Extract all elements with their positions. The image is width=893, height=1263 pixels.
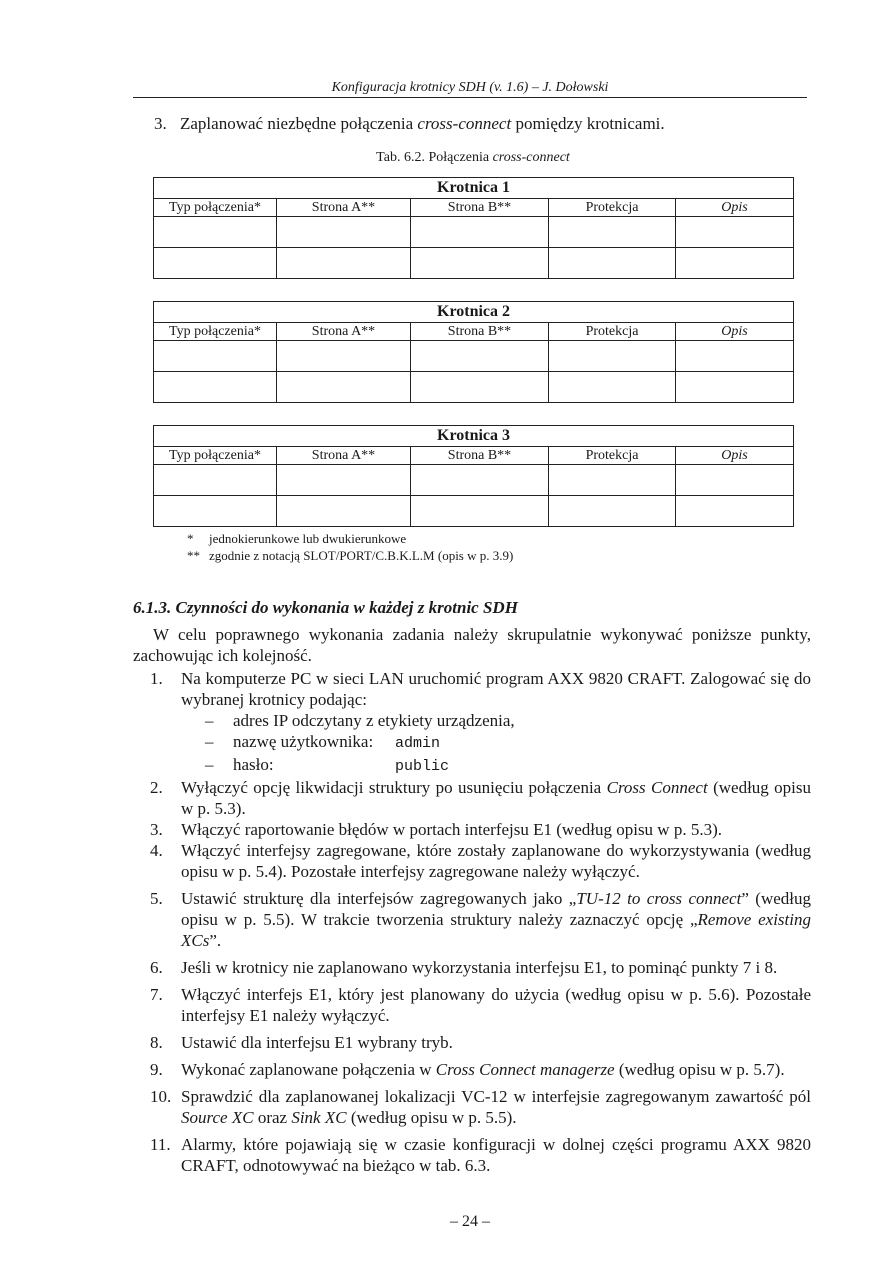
table-cell[interactable] bbox=[154, 341, 277, 372]
step-text: ” (według opisu w p. 5.5). W trakcie tworzenia struktury należy zaznaczyć opcję „ bbox=[181, 889, 811, 929]
footnote bbox=[187, 530, 513, 547]
table-footnotes bbox=[187, 530, 513, 564]
col-opis: Opis bbox=[676, 323, 794, 341]
table-title: Krotnica 1 bbox=[154, 178, 794, 199]
table-cell[interactable] bbox=[676, 372, 794, 403]
step-italic: Cross Connect bbox=[606, 778, 708, 797]
col-opis: Opis bbox=[676, 199, 794, 217]
col-protekcja: Protekcja bbox=[549, 323, 676, 341]
step-italic: TU-12 to cross connect bbox=[576, 889, 742, 908]
step-text: Ustawić dla interfejsu E1 wybrany tryb. bbox=[181, 1033, 453, 1052]
table-cell[interactable] bbox=[277, 248, 411, 279]
table-cell[interactable] bbox=[277, 341, 411, 372]
step-number: 2. bbox=[150, 778, 163, 797]
list-item bbox=[150, 840, 811, 882]
table-caption bbox=[153, 150, 793, 166]
step-text-end: ”. bbox=[209, 931, 222, 950]
list-item bbox=[150, 1059, 811, 1080]
list-item bbox=[150, 668, 811, 777]
table-cell[interactable] bbox=[154, 465, 277, 496]
step-italic: Sink XC bbox=[291, 1108, 347, 1127]
section-title: 6.1.3. Czynności do wykonania w każdej z krotnic SDH bbox=[133, 598, 518, 617]
table-cell[interactable] bbox=[411, 372, 549, 403]
sub-text: adres IP odczytany z etykiety urządzenia, bbox=[233, 711, 515, 730]
col-strona-a: Strona A** bbox=[277, 447, 411, 465]
sublist-item bbox=[205, 754, 811, 777]
list-item bbox=[150, 888, 811, 951]
col-strona-a: Strona A** bbox=[277, 199, 411, 217]
xc-table-krotnica-3 bbox=[153, 425, 794, 527]
username-value: admin bbox=[395, 735, 441, 752]
table-cell[interactable] bbox=[411, 217, 549, 248]
table-cell[interactable] bbox=[549, 465, 676, 496]
table-cell[interactable] bbox=[676, 341, 794, 372]
table-cell[interactable] bbox=[154, 372, 277, 403]
col-typ: Typ połączenia* bbox=[154, 323, 277, 341]
step-italic: Source XC bbox=[181, 1108, 254, 1127]
table-cell[interactable] bbox=[676, 496, 794, 527]
table-cell[interactable] bbox=[277, 465, 411, 496]
plan-item-text-end: pomiędzy krotnicami. bbox=[511, 114, 665, 133]
step-text: Na komputerze PC w sieci LAN uruchomić program AXX 9820 CRAFT. Zalogować się do wybranej krotnicy podając: bbox=[181, 669, 811, 709]
table-cell[interactable] bbox=[277, 217, 411, 248]
table-cell[interactable] bbox=[549, 341, 676, 372]
step-text: Alarmy, które pojawiają się w czasie konfiguracji w dolnej części programu AXX 9820 CRAFT, odnotowywać na bieżąco w tab. 6.3. bbox=[181, 1135, 811, 1175]
step-text: Włączyć raportowanie błędów w portach interfejsu E1 (według opisu w p. 5.3). bbox=[181, 820, 722, 839]
sublist-item bbox=[205, 710, 811, 731]
footnote-text: jednokierunkowe lub dwukierunkowe bbox=[209, 531, 407, 546]
table-cell[interactable] bbox=[411, 465, 549, 496]
step-number: 4. bbox=[150, 841, 163, 860]
step-text-end: (według opisu w p. 5.5). bbox=[346, 1108, 517, 1127]
table-cell[interactable] bbox=[549, 217, 676, 248]
col-strona-b: Strona B** bbox=[411, 447, 549, 465]
step-text: Wykonać zaplanowane połączenia w bbox=[181, 1060, 436, 1079]
login-sublist bbox=[181, 710, 811, 777]
sublist-item bbox=[205, 731, 811, 754]
step-text: Sprawdzić dla zaplanowanej lokalizacji VC-12 w interfejsie zagregowanym zawartość pól bbox=[181, 1087, 811, 1106]
table-row bbox=[154, 372, 794, 403]
step-number: 7. bbox=[150, 985, 163, 1004]
caption-prefix: Tab. 6.2. Połączenia bbox=[376, 150, 493, 165]
table-cell[interactable] bbox=[549, 496, 676, 527]
list-item bbox=[150, 819, 811, 840]
table-row bbox=[154, 217, 794, 248]
step-number: 5. bbox=[150, 889, 163, 908]
step-number: 3. bbox=[150, 820, 163, 839]
col-typ: Typ połączenia* bbox=[154, 199, 277, 217]
list-item bbox=[150, 957, 811, 978]
table-row bbox=[154, 496, 794, 527]
sub-label: hasło: bbox=[233, 755, 274, 774]
table-row bbox=[154, 465, 794, 496]
list-item bbox=[150, 1086, 811, 1128]
table-row bbox=[154, 248, 794, 279]
step-text: Ustawić strukturę dla interfejsów zagregowanych jako „ bbox=[181, 889, 577, 908]
list-item bbox=[150, 1032, 811, 1053]
step-text: Jeśli w krotnicy nie zaplanowano wykorzystania interfejsu E1, to pominąć punkty 7 i 8. bbox=[181, 958, 778, 977]
sub-label: nazwę użytkownika: bbox=[233, 732, 374, 751]
table-cell[interactable] bbox=[549, 372, 676, 403]
step-italic: Cross Connect managerze bbox=[435, 1060, 615, 1079]
table-cell[interactable] bbox=[154, 248, 277, 279]
step-text: Włączyć interfejsy zagregowane, które zostały zaplanowane do wykorzystywania (według opisu w p. 5.4). Pozostałe interfejsy zagregowane należy wyłączyć. bbox=[181, 841, 811, 881]
step-number: 8. bbox=[150, 1033, 163, 1052]
table-title: Krotnica 3 bbox=[154, 426, 794, 447]
col-typ: Typ połączenia* bbox=[154, 447, 277, 465]
list-item bbox=[150, 777, 811, 819]
table-cell[interactable] bbox=[154, 496, 277, 527]
step-number: 11. bbox=[150, 1135, 171, 1154]
col-strona-a: Strona A** bbox=[277, 323, 411, 341]
plan-item-number: 3. bbox=[154, 114, 167, 133]
list-item bbox=[150, 1134, 811, 1176]
step-text: oraz bbox=[253, 1108, 292, 1127]
xc-table-krotnica-2 bbox=[153, 301, 794, 403]
table-cell[interactable] bbox=[277, 496, 411, 527]
footnote bbox=[187, 547, 513, 564]
table-cell[interactable] bbox=[411, 341, 549, 372]
step-text: Włączyć interfejs E1, który jest planowany do użycia (według opisu w p. 5.6). Pozostałe interfejsy E1 należy wyłączyć. bbox=[181, 985, 811, 1025]
col-protekcja: Protekcja bbox=[549, 199, 676, 217]
step-number: 9. bbox=[150, 1060, 163, 1079]
section-intro: W celu poprawnego wykonania zadania należy skrupulatnie wykonywać poniższe punkty, zachowując ich kolejność. bbox=[133, 625, 811, 665]
plan-item-text: Zaplanować niezbędne połączenia bbox=[180, 114, 418, 133]
password-value: public bbox=[395, 758, 450, 775]
table-title: Krotnica 2 bbox=[154, 302, 794, 323]
table-cell[interactable] bbox=[549, 248, 676, 279]
table-cell[interactable] bbox=[676, 248, 794, 279]
step-text-end: (według opisu w p. 5.7). bbox=[614, 1060, 785, 1079]
caption-italic: cross-connect bbox=[492, 150, 570, 165]
col-strona-b: Strona B** bbox=[411, 323, 549, 341]
step-text-end: (według opisu w p. 5.3). bbox=[181, 778, 812, 818]
footnote-mark: ** bbox=[187, 548, 200, 563]
header-rule bbox=[133, 97, 807, 98]
xc-table-krotnica-1 bbox=[153, 177, 794, 279]
plan-item-italic: cross-connect bbox=[417, 114, 512, 133]
step-italic: Remove existing XCs bbox=[181, 910, 811, 950]
footnote-mark: * bbox=[187, 531, 194, 546]
step-number: 1. bbox=[150, 669, 163, 688]
running-header: Konfiguracja krotnicy SDH (v. 1.6) – J. Dołowski bbox=[331, 80, 609, 95]
plan-item bbox=[154, 114, 665, 134]
col-protekcja: Protekcja bbox=[549, 447, 676, 465]
step-number: 10. bbox=[150, 1087, 172, 1106]
col-strona-b: Strona B** bbox=[411, 199, 549, 217]
table-row bbox=[154, 341, 794, 372]
col-opis: Opis bbox=[676, 447, 794, 465]
page-number: – 24 – bbox=[450, 1213, 490, 1230]
table-cell[interactable] bbox=[154, 217, 277, 248]
footnote-text: zgodnie z notacją SLOT/PORT/C.B.K.L.M (opis w p. 3.9) bbox=[209, 548, 514, 563]
table-cell[interactable] bbox=[411, 496, 549, 527]
list-item bbox=[150, 984, 811, 1026]
table-cell[interactable] bbox=[277, 372, 411, 403]
step-text: Wyłączyć opcję likwidacji struktury po usunięciu połączenia bbox=[181, 778, 607, 797]
table-cell[interactable] bbox=[411, 248, 549, 279]
steps-list bbox=[150, 668, 811, 1176]
table-cell[interactable] bbox=[676, 217, 794, 248]
step-number: 6. bbox=[150, 958, 163, 977]
table-cell[interactable] bbox=[676, 465, 794, 496]
